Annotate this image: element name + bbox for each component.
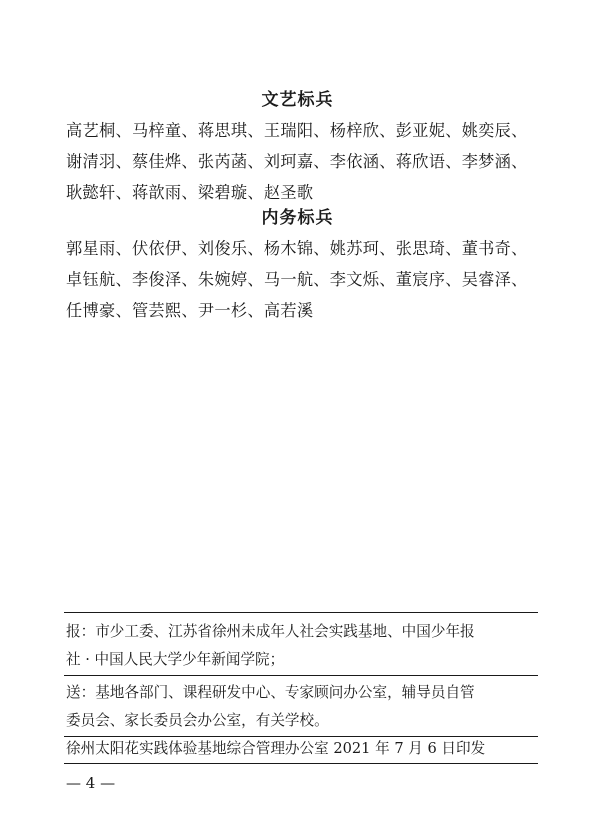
section-title-literary: 文艺标兵 [261,90,334,110]
footer-top-rule [64,612,538,613]
send-line: 委员会、家长委员会办公室，有关学校。 [66,712,329,729]
name-list-housekeeping [66,233,546,326]
name-line: 谢清羽、蔡佳烨、张芮菡、刘珂嘉、李依涵、蒋欣语、李梦涵、 [66,152,528,171]
footer-middle-rule [64,675,538,676]
issuer-line: 徐州太阳花实践体验基地综合管理办公室 2021 年 7 月 6 日印发 [66,740,486,757]
name-list-literary [66,115,546,208]
name-line: 郭星雨、伏依伊、刘俊乐、杨木锦、姚苏珂、张思琦、董书奇、 [66,239,528,258]
name-line: 高艺桐、马梓童、蒋思琪、王瑞阳、杨梓欣、彭亚妮、姚奕辰、 [66,121,528,140]
section-title-housekeeping: 内务标兵 [261,208,334,228]
report-line: 社 · 中国人民大学少年新闻学院； [66,651,285,668]
name-line: 耿懿轩、蒋歆雨、梁碧璇、赵圣歌 [66,183,314,202]
name-line: 任博豪、管芸熙、尹一杉、高若溪 [66,301,314,320]
name-line: 卓钰航、李俊泽、朱婉婷、马一航、李文烁、董宸序、吴睿泽、 [66,270,528,289]
report-line: 报：市少工委、江苏省徐州未成年人社会实践基地、中国少年报 [66,623,475,640]
send-line: 送：基地各部门、课程研发中心、专家顾问办公室，辅导员自管 [66,684,475,701]
send-to [66,679,540,735]
page-number: — 4 — [66,774,116,792]
footer-bottom-rule [64,763,538,764]
report-to [66,618,540,674]
